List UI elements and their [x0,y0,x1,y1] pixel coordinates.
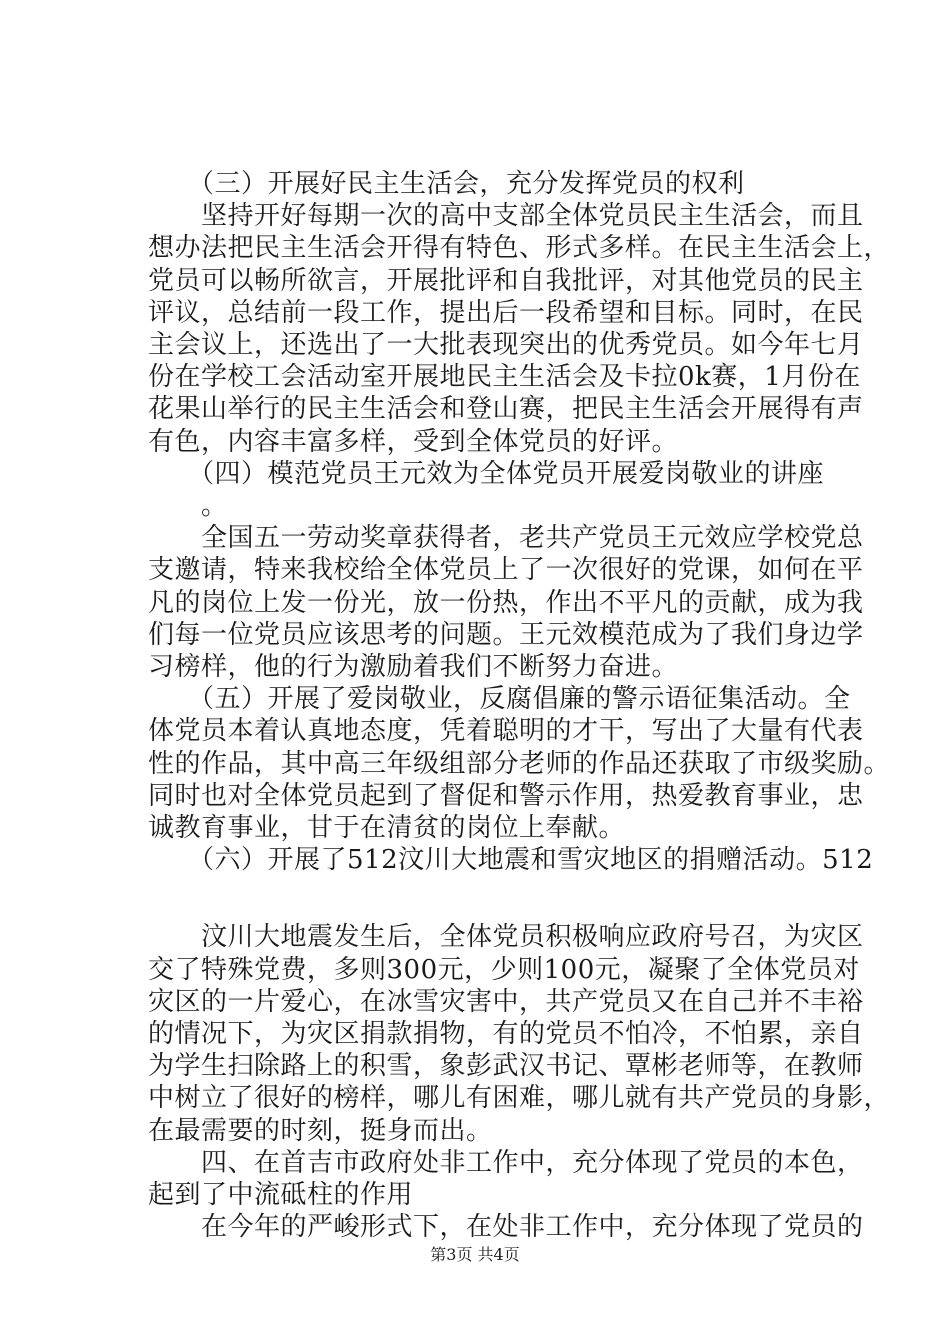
text-line: 份在学校工会活动室开展地民主生活会及卡拉0k赛，1月份在 [148,362,861,392]
text-line: 汶川大地震发生后，全体党员积极响应政府号召，为灾区 [148,922,864,952]
text-line: 灾区的一片爱心，在冰雪灾害中，共产党员又在自己并不丰裕 [148,987,864,1017]
text-line: 诚教育事业，甘于在清贫的岗位上奉献。 [148,813,626,843]
text-line: 体党员本着认真地态度，凭着聪明的才干，写出了大量有代表 [148,716,864,746]
page-footer: 第3页 共4页 [430,1245,520,1264]
text-line: 党员可以畅所欲言，开展批评和自我批评，对其他党员的民主 [148,266,864,296]
text-line: 们每一位党员应该思考的问题。王元效模范成为了我们身边学 [148,620,864,650]
text-line: 的情况下，为灾区捐款捐物，有的党员不怕冷，不怕累，亲自 [148,1019,864,1049]
text-line: 为学生扫除路上的积雪，象彭武汉书记、覃彬老师等，在教师 [148,1051,864,1081]
text-line: 有色，内容丰富多样，受到全体党员的好评。 [148,427,679,457]
heading-democratic-life: （三）开展好民主生活会，充分发挥党员的权利 [148,169,745,199]
text-line: 起到了中流砥柱的作用 [148,1180,414,1210]
text-line: 支邀请，特来我校给全体党员上了一次很好的党课，如何在平 [148,555,864,585]
text-line: 花果山举行的民主生活会和登山赛，把民主生活会开展得有声 [148,394,864,424]
text-line: 全国五一劳动奖章获得者，老共产党员王元效应学校党总 [148,523,864,553]
text-line: 性的作品，其中高三年级组部分老师的作品还获取了市级奖励。 [148,749,891,779]
heading-section-four: 四、在首吉市政府处非工作中，充分体现了党员的本色， [148,1148,864,1178]
text-line: 习榜样，他的行为激励着我们不断努力奋进。 [148,652,679,682]
heading-donation: （六）开展了512汶川大地震和雪灾地区的捐赠活动。512 [148,845,874,875]
text-line: 评议，总结前一段工作，提出后一段希望和目标。同时，在民 [148,298,864,328]
text-line: 坚持开好每期一次的高中支部全体党员民主生活会，而且 [148,201,864,231]
text-line: 。 [148,491,228,521]
text-line: 在今年的严峻形式下，在处非工作中，充分体现了党员的 [148,1212,864,1242]
text-line: 在最需要的时刻，挺身而出。 [148,1116,493,1146]
text-line: 交了特殊党费，多则300元，少则100元，凝聚了全体党员对 [148,955,860,985]
heading-model-member-lecture: （四）模范党员王元效为全体党员开展爱岗敬业的讲座 [148,459,825,489]
text-line: 主会议上，还选出了一大批表现突出的优秀党员。如今年七月 [148,330,864,360]
text-line: 同时也对全体党员起到了督促和警示作用，热爱教育事业，忠 [148,781,864,811]
text-line: 中树立了很好的榜样，哪儿有困难，哪儿就有共产党员的身影， [148,1083,891,1113]
heading-slogan-collection: （五）开展了爱岗敬业，反腐倡廉的警示语征集活动。全 [148,684,851,714]
text-line: 凡的岗位上发一份光，放一份热，作出不平凡的贡献，成为我 [148,588,864,618]
text-line: 想办法把民主生活会开得有特色、形式多样。在民主生活会上， [148,233,891,263]
